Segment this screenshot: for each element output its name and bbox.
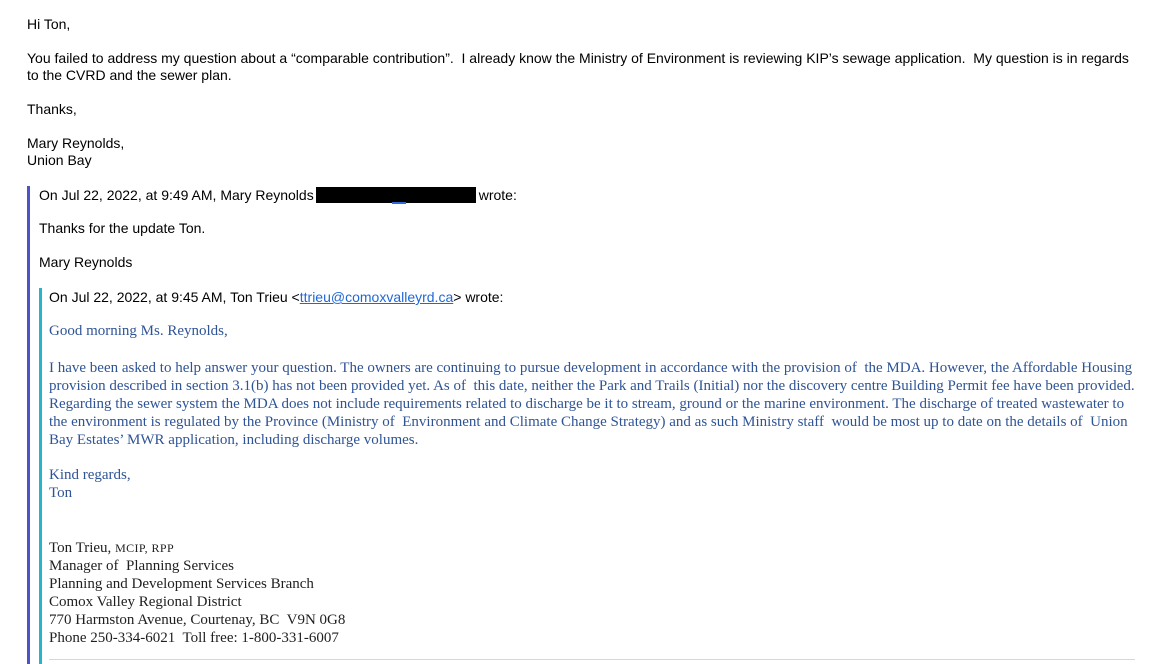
quote1-header-suffix: wrote: [478, 187, 517, 203]
signature-name: Ton Trieu, [49, 540, 116, 556]
message-closing: Thanks, [27, 101, 77, 117]
signature-name-line [49, 539, 1135, 557]
reply-closing [49, 466, 1135, 502]
quote2-header-prefix: On Jul 22, 2022, at 9:45 AM, Ton Trieu < [49, 289, 300, 305]
message-signature [27, 135, 1135, 169]
quoted-message-level2 [39, 288, 1139, 664]
sender-name: Mary Reynolds, [27, 135, 125, 151]
redacted-email-box [316, 187, 476, 203]
reply-closing-name: Ton [49, 485, 73, 501]
quote2-header [49, 289, 1135, 306]
signature-title: Manager of Planning Services [49, 558, 234, 574]
reply-closing-text: Kind regards, [49, 467, 131, 483]
quote1-header-prefix: On Jul 22, 2022, at 9:49 AM, Mary Reynolds [39, 187, 314, 203]
quote1-body: Thanks for the update Ton. [39, 220, 206, 236]
reply-content [49, 322, 1139, 502]
signature-address: 770 Harmston Avenue, Courtenay, BC V9N 0G8 [49, 612, 346, 628]
quoted-message-level1 [27, 186, 1139, 664]
redacted-link-underline [392, 202, 406, 204]
quote2-header-suffix: > wrote: [453, 289, 504, 305]
signature-branch: Planning and Development Services Branch [49, 576, 314, 592]
message-body: You failed to address my question about a “comparable contribution”. I already know the Ministry of Environment is reviewing KIP’s sewage application. My question is in regards to the CVRD and the sewer plan. [27, 50, 1133, 83]
quote1-header [39, 187, 1135, 204]
signature-organization: Comox Valley Regional District [49, 594, 242, 610]
email-link[interactable]: ttrieu@comoxvalleyrd.ca [299, 289, 454, 305]
quote1-sender: Mary Reynolds [39, 254, 133, 270]
reply-body: I have been asked to help answer your question. The owners are continuing to pursue development in accordance with the provision of the MDA. However, the Affordable Housing provision described in section 3.1(b) has not been provided yet. As of this date, neither the Park and Trails (Initial) nor the discovery centre Building Permit fee have been provided. Regarding the sewer system the MDA does not include requirements related to discharge be it to stream, ground or the marine environment. The discharge of treated wastewater to the environment is regulated by the Province (Ministry of Environment and Climate Change Strategy) and as such Ministry staff would be most up to date on the details of Union Bay Estates’ MWR application, including discharge volumes. [49, 360, 1139, 448]
reply-greeting: Good morning Ms. Reynolds, [49, 323, 228, 339]
signature-phone: Phone 250-334-6021 Toll free: 1-800-331-6007 [49, 630, 339, 646]
message-greeting: Hi Ton, [27, 16, 71, 32]
signature-credentials: MCIP, RPP [115, 541, 175, 555]
signature-block [49, 539, 1135, 647]
sender-location: Union Bay [27, 152, 92, 168]
bottom-spacer [49, 660, 1135, 664]
